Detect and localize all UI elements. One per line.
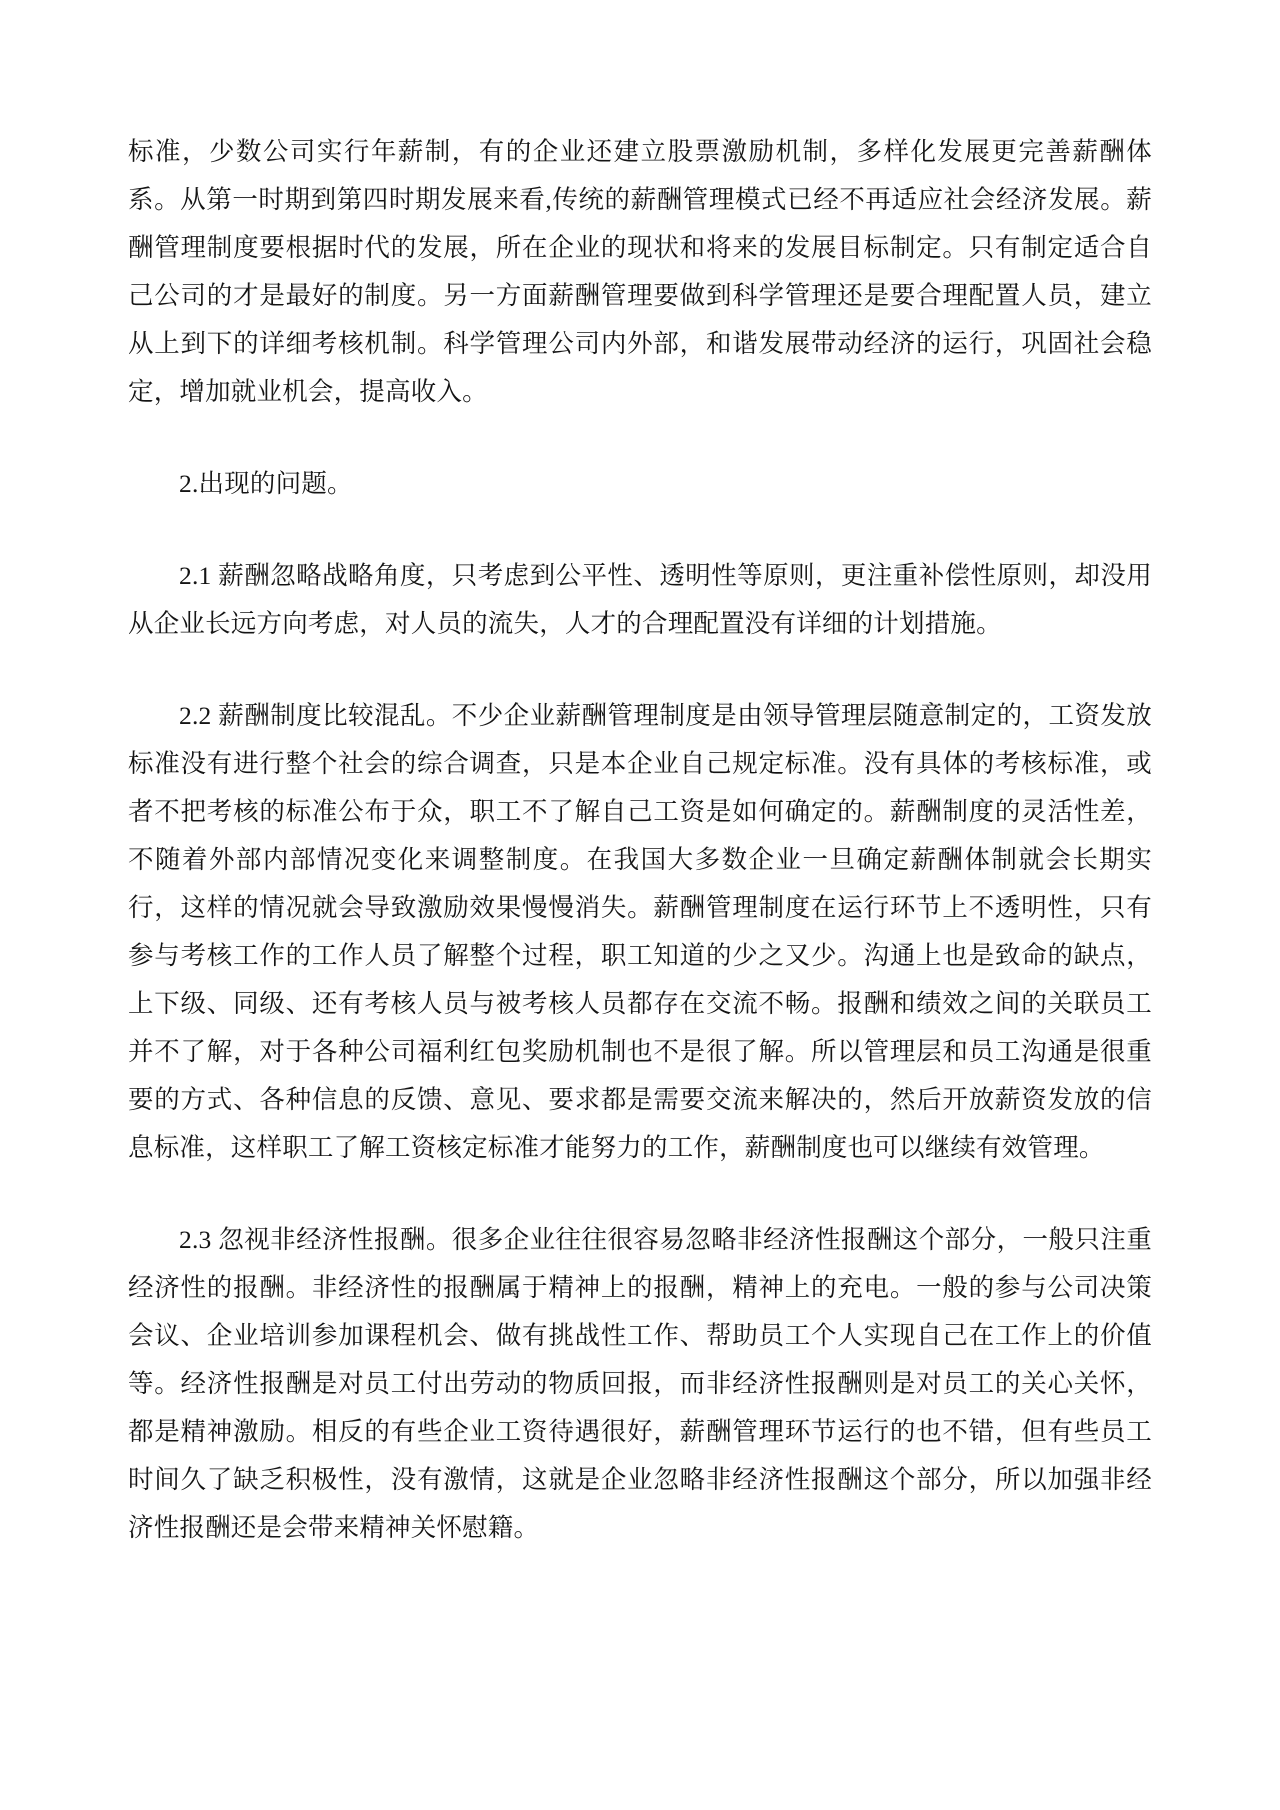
paragraph-continued: 标准，少数公司实行年薪制，有的企业还建立股票激励机制，多样化发展更完善薪酬体系。从第一时期到第四时期发展来看,传统的薪酬管理模式已经不再适应社会经济发展。薪酬管理制度要根据时代的发展，所在企业的现状和将来的发展目标制定。只有制定适合自己公司的才是最好的制度。另一方面薪酬管理要做到科学管理还是要合理配置人员，建立从上到下的详细考核机制。科学管理公司内外部，和谐发展带动经济的运行，巩固社会稳定，增加就业机会，提高收入。 bbox=[128, 137, 1152, 406]
paragraph-2-3: 2.3 忽视非经济性报酬。很多企业往往很容易忽略非经济性报酬这个部分，一般只注重经济性的报酬。非经济性的报酬属于精神上的报酬，精神上的充电。一般的参与公司决策会议、企业培训参加课程机会、做有挑战性工作、帮助员工个人实现自己在工作上的价值等。经济性报酬是对员工付出劳动的物质回报，而非经济性报酬则是对员工的关心关怀，都是精神激励。相反的有些企业工资待遇很好，薪酬管理环节运行的也不错，但有些员工时间久了缺乏积极性，没有激情，这就是企业忽略非经济性报酬这个部分，所以加强非经济性报酬还是会带来精神关怀慰籍。 bbox=[128, 1225, 1152, 1542]
paragraph-spacer bbox=[128, 648, 1152, 692]
paragraph-spacer bbox=[128, 1172, 1152, 1216]
paragraph-2-1: 2.1 薪酬忽略战略角度，只考虑到公平性、透明性等原则，更注重补偿性原则，却没用从企业长远方向考虑，对人员的流失，人才的合理配置没有详细的计划措施。 bbox=[128, 561, 1152, 638]
paragraph-2-2: 2.2 薪酬制度比较混乱。不少企业薪酬管理制度是由领导管理层随意制定的，工资发放标准没有进行整个社会的综合调查，只是本企业自己规定标准。没有具体的考核标准，或者不把考核的标准公布于众，职工不了解自己工资是如何确定的。薪酬制度的灵活性差，不随着外部内部情况变化来调整制度。在我国大多数企业一旦确定薪酬体制就会长期实行，这样的情况就会导致激励效果慢慢消失。薪酬管理制度在运行环节上不透明性，只有参与考核工作的工作人员了解整个过程，职工知道的少之又少。沟通上也是致命的缺点，上下级、同级、还有考核人员与被考核人员都存在交流不畅。报酬和绩效之间的关联员工并不了解，对于各种公司福利红包奖励机制也不是很了解。所以管理层和员工沟通是很重要的方式、各种信息的反馈、意见、要求都是需要交流来解决的，然后开放薪资发放的信息标准，这样职工了解工资核定标准才能努力的工作，薪酬制度也可以继续有效管理。 bbox=[128, 701, 1152, 1162]
paragraph-spacer bbox=[128, 508, 1152, 552]
paragraph-spacer bbox=[128, 416, 1152, 460]
section-heading-2: 2.出现的问题。 bbox=[179, 469, 353, 498]
